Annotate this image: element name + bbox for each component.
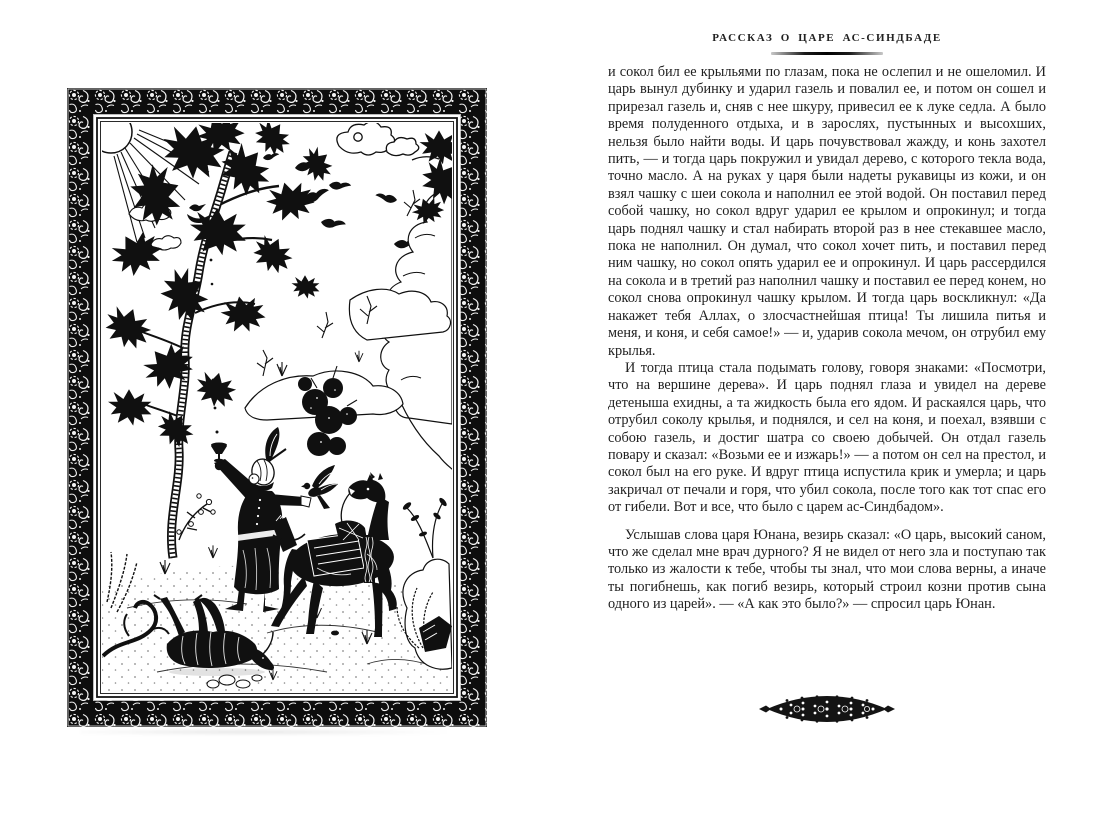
- persian-hunt-engraving: [67, 88, 487, 727]
- running-head: РАССКАЗ О ЦАРЕ АС-СИНДБАДЕ: [712, 32, 942, 44]
- story-paragraph-3: Услышав слова царя Юнана, везирь сказал: «О царь, высокий саном, что же сделал мне врач дурного? Я не видел от него зла и поступаю так только из жалости к тебе, чтобы ты знал, что мои слова верны, а иначе ты погибнешь, как погиб везирь, который строил козни против сына одного из царей». — «А как это было?» — спросил царь Юнан.: [608, 526, 1046, 613]
- right-page: [608, 28, 1046, 808]
- story-text: [608, 64, 1046, 614]
- plate-scan-shadow: [80, 729, 460, 735]
- header-rule-divider: [771, 52, 883, 55]
- story-paragraph-1: и сокол бил ее крыльями по глазам, пока не ослепил и не ошеломил. И царь вынул дубинку и ударил газель и повалил ее, и потом он сошел и прирезал газель и, сняв с нее шкуру, привесил ее к луке седла. А было время полуденного отдыха, и в зарослях, пустынных и высохших, нельзя было найти воды. И царь почувствовал жажду, и конь захотел пить, — и тогда царь покружил и увидал дерево, с которого текла вода, точно масло. А на руках у царя были надеты рукавицы из кожи, и он взял чашку с шеи сокола и наполнил ее этой водой. Он поставил перед собой чашку, но сокол вдруг ударил ее крылом и опрокинул; и тогда царь поднял чашку и стал набирать второй раз в нее стекавшее масло, пока не наполнил. Он думал, что сокол хочет пить, и поставил перед ним чашку, но сокол опять ударил ее и опрокинул. И царь рассердился на сокола и в третий раз наполнил чашку и поставил ее перед конем, но сокол снова опрокинул чашку крылом. И тогда царь воскликнул: «Да накажет тебя Аллах, о злосчастнейшая птица! Ты лишила питья и меня, и коня, и себя самое!» — и, ударив сокола мечом, он отрубил ему крылья.: [608, 64, 1046, 359]
- tailpiece-ornament: [757, 694, 897, 729]
- story-paragraph-2: И тогда птица стала подымать голову, говоря знаками: «Посмотри, что на вершине дерева». И царь поднял глаза и увидел на дереве детеныша ехидны, а та жидкость была его ядом. И раскаялся царь, что отрубил соколу крылья, и поднялся, и сел на коня, и поехал, взявши с собою газель, и достиг шатра со своею добычей. Он отдал газель повару и сказал: «Возьми ее и изжарь!» — а потом он сел на престол, и сокол был на его руке. И вдруг птица испустила крик и умерла; и царь закричал от печали и горя, что убил сокола, после того как тот спас его от гибели. Вот и все, что было с царем ас-Синдбадом».: [608, 359, 1046, 516]
- arabesque-ornament-icon: [757, 694, 897, 724]
- left-page-illustration: [67, 88, 487, 727]
